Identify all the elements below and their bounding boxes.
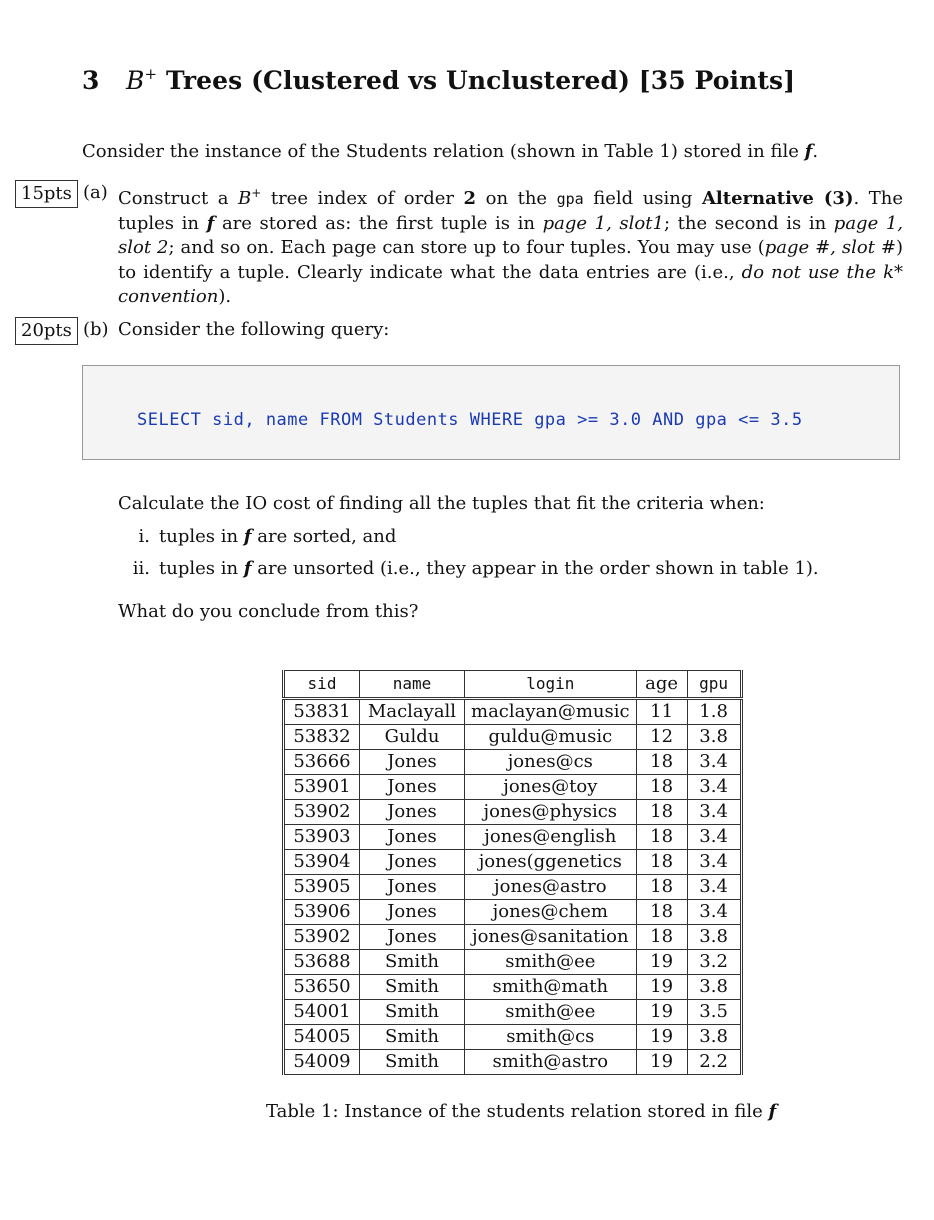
cell-sid: 53902: [284, 800, 360, 825]
list-text-2a: tuples in: [159, 558, 244, 579]
cell-age: 19: [636, 950, 687, 975]
sql-query: SELECT sid, name FROM Students WHERE gpa >= 3.0 AND gpa <= 3.5: [137, 410, 803, 430]
cell-name: Guldu: [360, 725, 465, 750]
part-a-t10: ) to identify a tuple. Clearly indicate what the data entries are (i.e.,: [118, 237, 903, 283]
list-text-1b: are sorted, and: [251, 526, 397, 547]
cell-sid: 53905: [284, 875, 360, 900]
table-body: [284, 699, 742, 1075]
cell-name: Jones: [360, 825, 465, 850]
table-row: [284, 775, 742, 800]
part-a-loc2: page 1, slot 2: [118, 212, 904, 258]
cell-sid: 53903: [284, 825, 360, 850]
cell-login: jones@astro: [465, 875, 637, 900]
list-roman-2: ii.: [132, 558, 150, 579]
cell-sid: 53831: [284, 699, 360, 725]
cell-gpu: 2.2: [687, 1050, 741, 1075]
header-name: name: [360, 671, 465, 699]
students-table-wrapper: [282, 670, 743, 1075]
table-row: [284, 1025, 742, 1050]
btree-symbol: [126, 66, 157, 95]
cell-age: 11: [636, 699, 687, 725]
table-row: [284, 825, 742, 850]
header-gpu: gpu: [687, 671, 741, 699]
cell-sid: 54009: [284, 1050, 360, 1075]
table-row: [284, 699, 742, 725]
table-row: [284, 950, 742, 975]
cell-login: maclayan@music: [465, 699, 637, 725]
part-a-t3: tree index of order: [261, 188, 464, 209]
cell-name: Jones: [360, 800, 465, 825]
cell-login: jones(ggenetics: [465, 850, 637, 875]
part-b-points-box: 20pts: [15, 317, 78, 345]
part-a-field: gpa: [556, 190, 584, 208]
header-login: login: [465, 671, 637, 699]
list-file-var-2: f: [243, 558, 252, 579]
section-heading: [82, 66, 795, 95]
part-a-t8: ; the second is in: [663, 212, 834, 234]
cell-age: 18: [636, 775, 687, 800]
cell-age: 18: [636, 900, 687, 925]
cell-name: Jones: [360, 750, 465, 775]
cell-login: jones@cs: [465, 750, 637, 775]
part-a-t5: field using: [583, 188, 702, 209]
part-a-alternative: Alternative (3): [701, 188, 854, 209]
part-a-t1: Construct a: [118, 188, 238, 209]
part-a-text: [118, 181, 903, 310]
part-a-btree: B: [238, 188, 252, 209]
cell-gpu: 3.2: [687, 950, 741, 975]
section-title-text: Trees (Clustered vs Unclustered) [35 Points]: [165, 66, 796, 95]
cell-gpu: 3.4: [687, 850, 741, 875]
cell-sid: 53906: [284, 900, 360, 925]
cell-name: Jones: [360, 900, 465, 925]
table-row: [284, 925, 742, 950]
cell-login: jones@english: [465, 825, 637, 850]
cell-age: 18: [636, 750, 687, 775]
students-table: [282, 670, 743, 1075]
cell-gpu: 3.4: [687, 875, 741, 900]
cell-age: 19: [636, 1025, 687, 1050]
intro-text: Consider the instance of the Students relation (shown in Table 1) stored in file: [82, 141, 805, 162]
cell-name: Smith: [360, 1000, 465, 1025]
cell-login: jones@toy: [465, 775, 637, 800]
part-a-loc1: page 1, slot1: [542, 212, 664, 234]
part-a-t4: on the: [476, 188, 557, 209]
cell-age: 18: [636, 875, 687, 900]
cell-age: 19: [636, 975, 687, 1000]
cell-login: jones@physics: [465, 800, 637, 825]
cell-age: 18: [636, 850, 687, 875]
intro-period: .: [812, 141, 819, 162]
cell-name: Smith: [360, 1025, 465, 1050]
cell-sid: 54005: [284, 1025, 360, 1050]
table-row: [284, 800, 742, 825]
btree-letter: B: [126, 66, 145, 95]
cell-sid: 53832: [284, 725, 360, 750]
list-text-2b: are unsorted (i.e., they appear in the order shown in table 1).: [251, 558, 819, 579]
list-text-1a: tuples in: [159, 526, 244, 547]
btree-superscript: +: [144, 65, 158, 83]
part-a-t9: ; and so on. Each page can store up to four tuples. You may use (: [168, 237, 765, 258]
table-caption: [266, 1100, 776, 1124]
cell-sid: 53901: [284, 775, 360, 800]
cell-gpu: 1.8: [687, 699, 741, 725]
part-a-noconv: do not use the k* convention: [118, 261, 903, 307]
list-file-var-1: f: [243, 526, 252, 547]
table-row: [284, 1050, 742, 1075]
caption-text: Table 1: Instance of the students relation stored in file: [266, 1101, 769, 1122]
table-row: [284, 850, 742, 875]
table-row: [284, 725, 742, 750]
cell-login: smith@cs: [465, 1025, 637, 1050]
cell-gpu: 3.4: [687, 775, 741, 800]
cell-name: Jones: [360, 875, 465, 900]
cell-login: jones@chem: [465, 900, 637, 925]
cell-login: jones@sanitation: [465, 925, 637, 950]
cell-sid: 53666: [284, 750, 360, 775]
table-row: [284, 900, 742, 925]
cell-sid: 53902: [284, 925, 360, 950]
cell-login: smith@ee: [465, 950, 637, 975]
cell-gpu: 3.8: [687, 725, 741, 750]
cell-sid: 53650: [284, 975, 360, 1000]
cell-gpu: 3.4: [687, 900, 741, 925]
cell-age: 12: [636, 725, 687, 750]
table-row: [284, 1000, 742, 1025]
cell-gpu: 3.5: [687, 1000, 741, 1025]
table-row: [284, 750, 742, 775]
cell-login: guldu@music: [465, 725, 637, 750]
calc-instruction: Calculate the IO cost of finding all the tuples that fit the criteria when:: [118, 493, 765, 514]
cell-name: Jones: [360, 775, 465, 800]
part-b-label: (b): [83, 319, 109, 340]
list-roman-1: i.: [138, 526, 150, 547]
cell-age: 18: [636, 800, 687, 825]
cell-sid: 53688: [284, 950, 360, 975]
list-item-sorted: [122, 525, 396, 549]
cell-gpu: 3.4: [687, 750, 741, 775]
cell-gpu: 3.8: [687, 975, 741, 1000]
list-item-unsorted: [122, 557, 819, 581]
cell-age: 19: [636, 1050, 687, 1075]
part-a-points-box: 15pts: [15, 180, 78, 208]
section-number: 3: [82, 66, 100, 95]
cell-gpu: 3.8: [687, 1025, 741, 1050]
cell-gpu: 3.4: [687, 825, 741, 850]
cell-login: smith@astro: [465, 1050, 637, 1075]
conclude-question: What do you conclude from this?: [118, 601, 419, 622]
table-header-row: [284, 671, 742, 699]
part-a-order: 2: [463, 188, 477, 209]
cell-name: Smith: [360, 950, 465, 975]
cell-name: Smith: [360, 1050, 465, 1075]
cell-name: Jones: [360, 925, 465, 950]
part-a-t6: . The tuples in: [118, 188, 903, 234]
cell-login: smith@ee: [465, 1000, 637, 1025]
cell-name: Maclayall: [360, 699, 465, 725]
cell-name: Smith: [360, 975, 465, 1000]
cell-age: 19: [636, 1000, 687, 1025]
cell-name: Jones: [360, 850, 465, 875]
cell-sid: 54001: [284, 1000, 360, 1025]
part-a-t7: are stored as: the first tuple is in: [214, 212, 543, 234]
part-b-text: Consider the following query:: [118, 319, 390, 340]
part-a-label: (a): [83, 182, 108, 203]
part-a-t11: ).: [218, 286, 232, 307]
caption-file-var: f: [768, 1101, 777, 1122]
header-age: age: [636, 671, 687, 699]
cell-gpu: 3.8: [687, 925, 741, 950]
intro-paragraph: [82, 140, 912, 164]
cell-age: 18: [636, 925, 687, 950]
cell-age: 18: [636, 825, 687, 850]
table-row: [284, 975, 742, 1000]
part-a-pageslot: page #, slot #: [764, 237, 896, 258]
cell-sid: 53904: [284, 850, 360, 875]
cell-login: smith@math: [465, 975, 637, 1000]
cell-gpu: 3.4: [687, 800, 741, 825]
table-row: [284, 875, 742, 900]
sql-code-block: [82, 365, 900, 460]
part-a-btree-sup: +: [251, 186, 262, 200]
part-a-file-var: f: [206, 212, 215, 234]
header-sid: sid: [284, 671, 360, 699]
file-variable: f: [804, 141, 813, 162]
